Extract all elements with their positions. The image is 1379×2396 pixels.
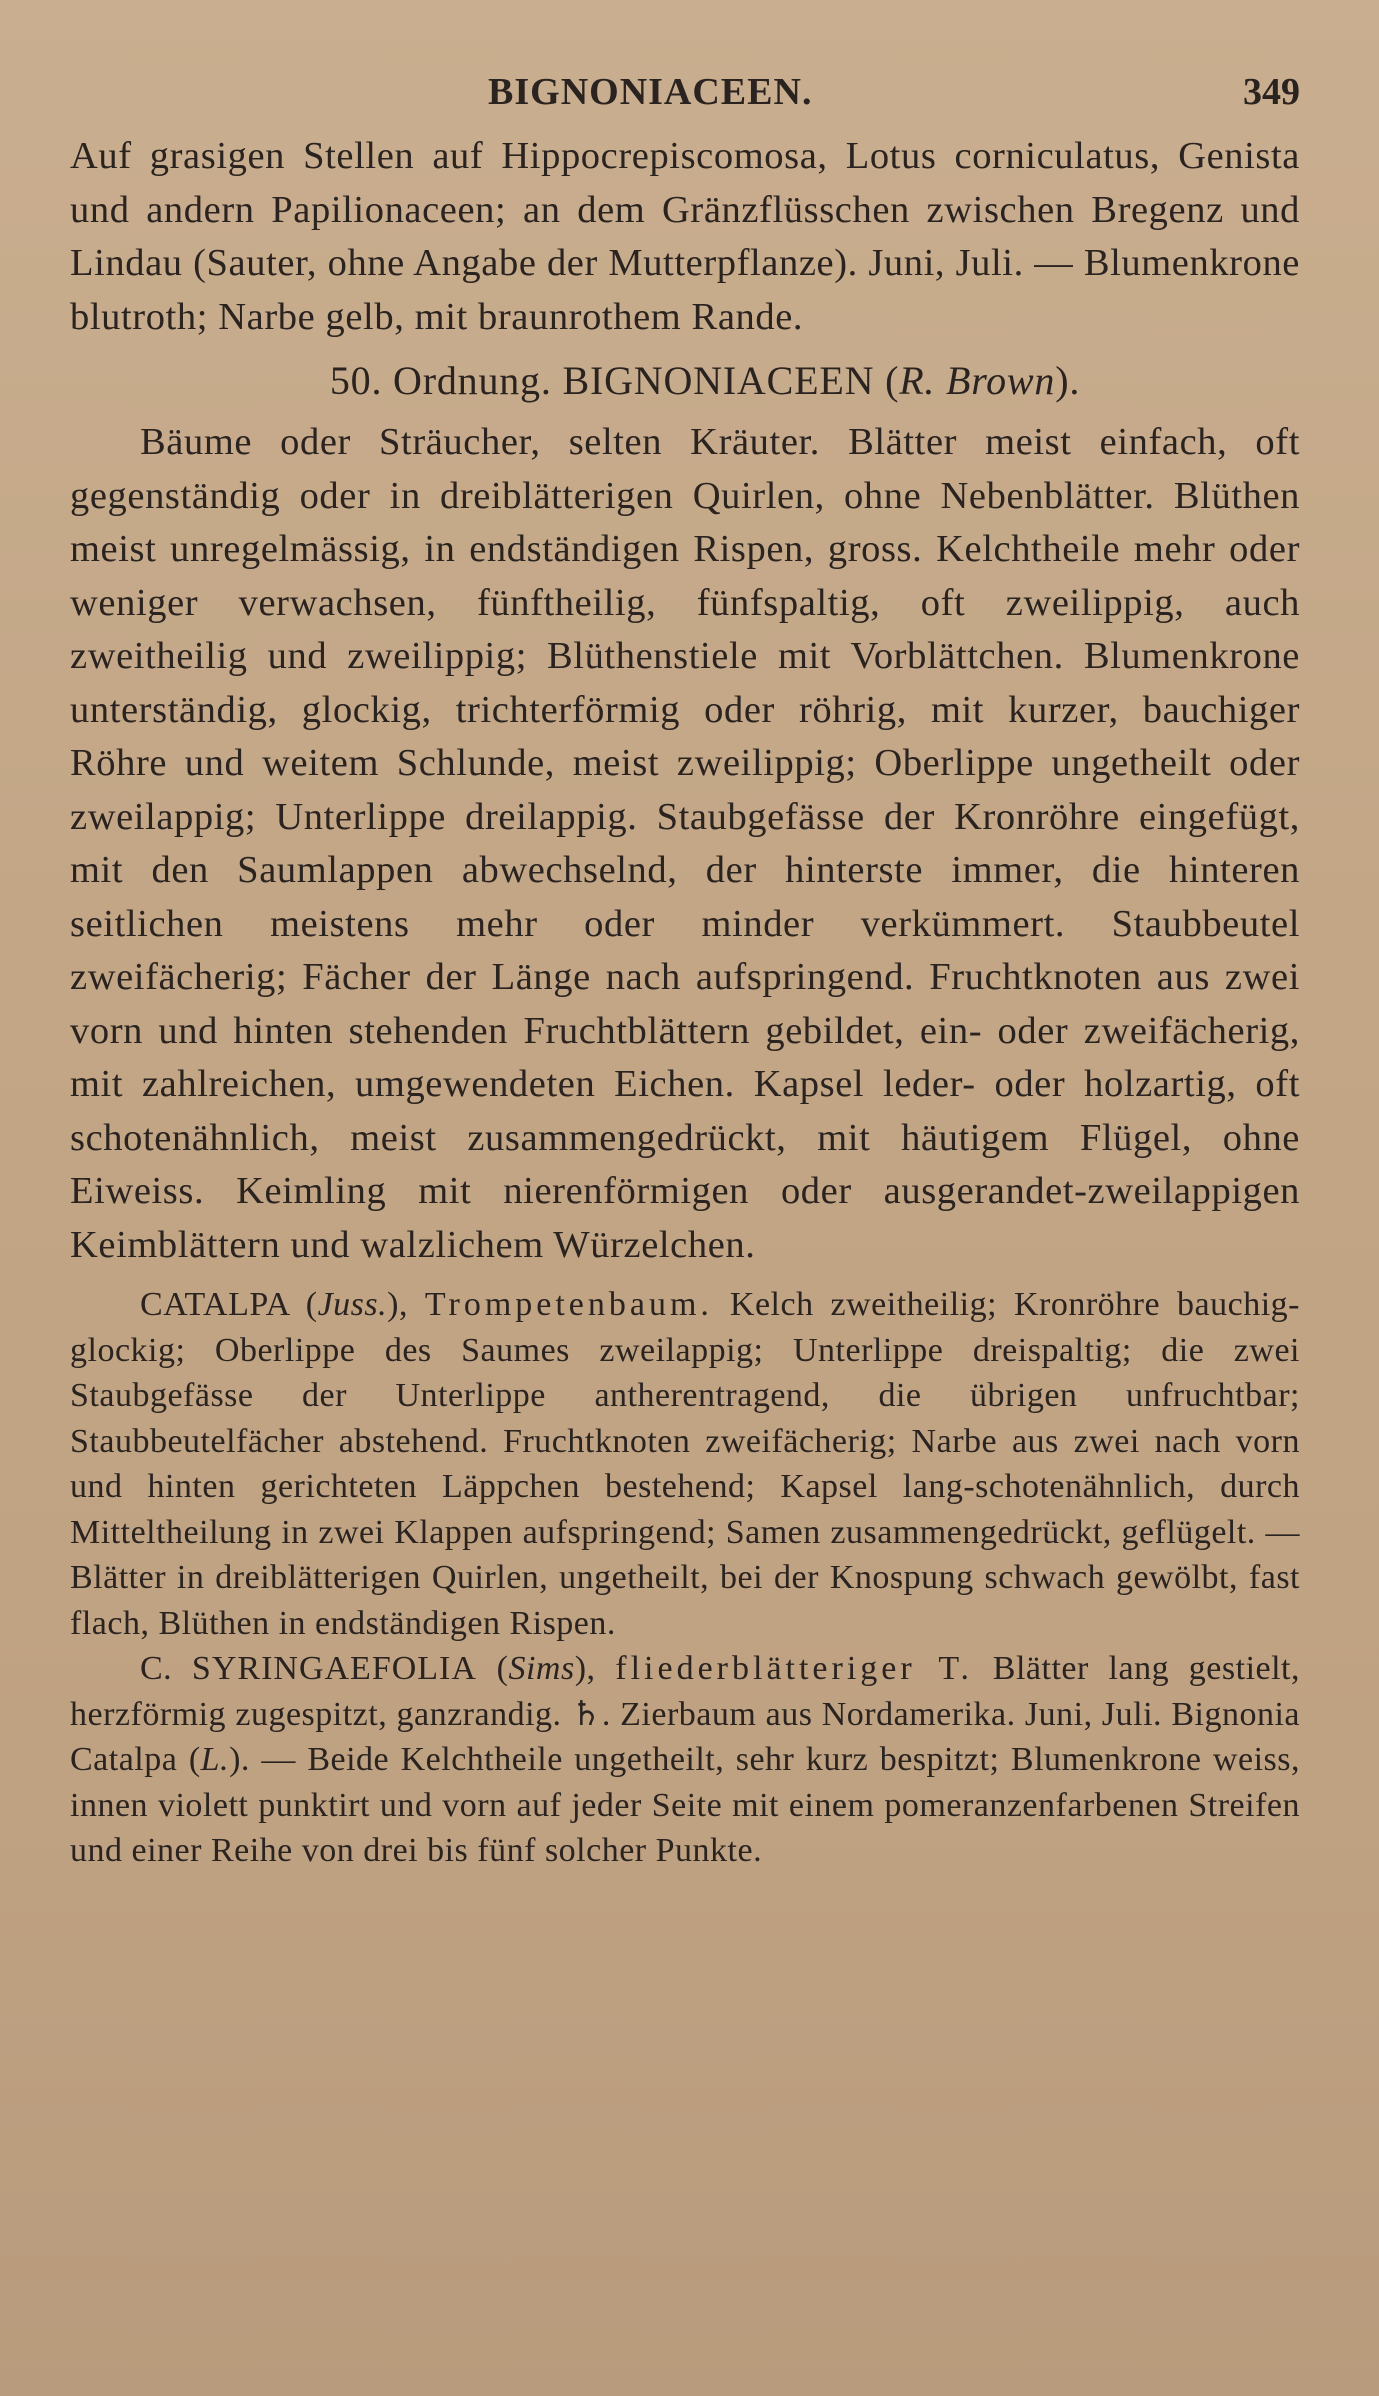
page-header [70, 70, 1300, 130]
genus-common-name: Trompetenbaum. [424, 1286, 713, 1323]
species-author: Sims [508, 1650, 575, 1687]
genus-name: CATALPA [140, 1286, 289, 1323]
book-page [70, 70, 1300, 1874]
genus-description: Kelch zweitheilig; Kronröhre bauchig-glockig; Oberlippe des Saumes zweilappig; Unterlippe dreispaltig; die zwei Staubgefässe der Unterlippe antherentragend, die übrigen unfruchtbar; Staubbeutelfächer abstehend. Fruchtknoten zweifächerig; Narbe aus zwei nach vorn und hinten gerichteten Läppchen bestehend; Kapsel lang-schotenähnlich, durch Mitteltheilung in zwei Klappen aufspringend; Samen zusammengedrückt, geflügelt. — Blätter in dreiblätterigen Quirlen, ungetheilt, bei der Knospung schwach gewölbt, fast flach, Blüthen in endständigen Rispen. [70, 1286, 1300, 1642]
order-name: BIGNONIACEEN [562, 358, 875, 403]
species-description-end: ). — Beide Kelchtheile ungetheilt, sehr kurz bespitzt; Blumenkrone weiss, innen violett punktirt und vorn auf jeder Seite mit einem pomeranzenfarbenen Streifen und einer Reihe von drei bis fünf solcher Punkte. [70, 1741, 1300, 1869]
genus-author: Juss. [317, 1286, 388, 1323]
species-abbrev: C. [140, 1650, 173, 1687]
species-description: Blätter lang gestielt, herzförmig zugespitzt, ganzrandig. ♄. Zierbaum aus Nordamerika. Juni, Juli. Bignonia Catalpa ( [70, 1650, 1301, 1778]
species-epithet: SYRINGAEFOLIA [191, 1650, 477, 1687]
order-description: Bäume oder Sträucher, selten Kräuter. Blätter meist einfach, oft gegenständig oder in dreiblätterigen Quirlen, ohne Nebenblätter. Blüthen meist unregelmässig, in endständigen Rispen, gross. Kelchtheile mehr oder weniger verwachsen, fünftheilig, fünfspaltig, oft zweilippig, auch zweitheilig und zweilippig; Blüthenstiele mit Vorblättchen. Blumenkrone unterständig, glockig, trichterförmig oder röhrig, mit kurzer, bauchiger Röhre und weitem Schlunde, meist zweilippig; Oberlippe ungetheilt oder zweilappig; Unterlippe dreilappig. Staubgefässe der Kronröhre eingefügt, mit den Saumlappen abwechselnd, der hinterste immer, die hinteren seitlichen meistens mehr oder minder verkümmert. Staubbeutel zweifächerig; Fächer der Länge nach aufspringend. Fruchtknoten aus zwei vorn und hinten stehenden Fruchtblättern gebildet, ein- oder zweifächerig, mit zahlreichen, umgewendeten Eichen. Kapsel leder- oder holzartig, oft schotenähnlich, meist zusammengedrückt, mit häutigem Flügel, ohne Eiweiss. Keimling mit nierenförmigen oder ausgerandet-zweilappigen Keimblättern und walzlichem Würzelchen. [70, 421, 1300, 1266]
synonym-author: L. [200, 1741, 230, 1778]
species-paragraph: C. SYRINGAEFOLIA (Sims), fliederblätteriger T. Blätter lang gestielt, herzförmig zugespitzt, ganzrandig. ♄. Zierbaum aus Nordamerika. Juni, Juli. Bignonia Catalpa (L.). — Beide Kelchtheile ungetheilt, sehr kurz bespitzt; Blumenkrone weiss, innen violett punktirt und vorn auf jeder Seite mit einem pomeranzenfarbenen Streifen und einer Reihe von drei bis fünf solcher Punkte. [70, 1650, 1301, 1869]
page-number: 349 [1243, 71, 1300, 113]
genus-paragraph: CATALPA (Juss.), Trompetenbaum. Kelch zweitheilig; Kronröhre bauchig-glockig; Oberlippe des Saumes zweilappig; Unterlippe dreispaltig; die zwei Staubgefässe der Unterlippe antherentragend, die übrigen unfruchtbar; Staubbeutelfächer abstehend. Fruchtknoten zweifächerig; Narbe aus zwei nach vorn und hinten gerichteten Läppchen bestehend; Kapsel lang-schotenähnlich, durch Mitteltheilung in zwei Klappen aufspringend; Samen zusammengedrückt, geflügelt. — Blätter in dreiblätterigen Quirlen, ungetheilt, bei der Knospung schwach gewölbt, fast flach, Blüthen in endständigen Rispen. [70, 1286, 1300, 1642]
running-title: BIGNONIACEEN. [488, 71, 813, 113]
species-common-name: fliederblätteriger T. [615, 1650, 974, 1687]
order-prefix: 50. Ordnung. [329, 358, 552, 403]
order-heading: 50. Ordnung. BIGNONIACEEN (R. Brown). [329, 358, 1081, 403]
intro-paragraph: Auf grasigen Stellen auf Hippocrepiscomosa, Lotus corniculatus, Genista und andern Papilionaceen; an dem Gränzflüsschen zwischen Bregenz und Lindau (Sauter, ohne Angabe der Mutterpflanze). Juni, Juli. — Blumenkrone blutroth; Narbe gelb, mit braunrothem Rande. [70, 135, 1300, 338]
order-author: R. Brown [899, 358, 1056, 403]
